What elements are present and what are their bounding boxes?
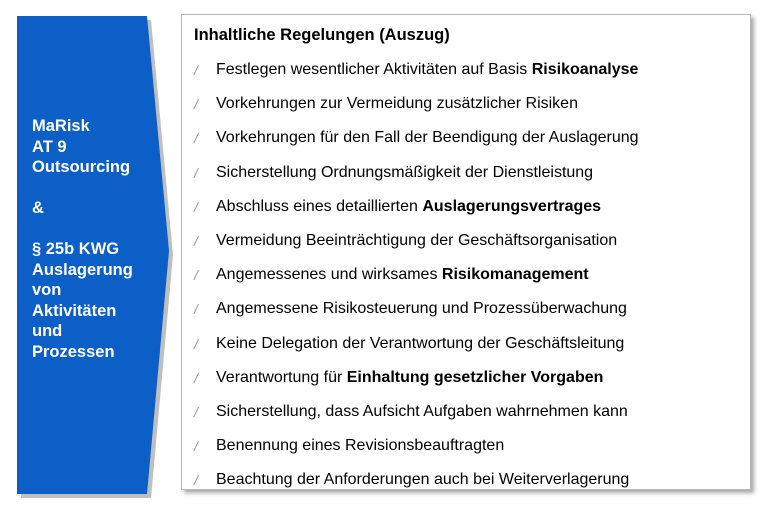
list-item [194, 467, 629, 493]
list-item-text-regular: Beachtung der Anforderungen auch bei Weiterverlagerung [216, 471, 630, 489]
left-label-line: AT 9 [32, 137, 67, 156]
list-item [194, 125, 639, 151]
box-title: Inhaltliche Regelungen (Auszug) [194, 26, 450, 44]
list-item-text [216, 232, 617, 250]
list-item-text [216, 266, 589, 284]
bullet-slash-icon: / [194, 404, 198, 420]
list-item-text-regular: Sicherstellung Ordnungsmäßigkeit der Dienstleistung [216, 163, 594, 181]
list-item-text-regular: Abschluss eines detaillierten [216, 197, 423, 215]
bullet-slash-icon: / [194, 130, 198, 147]
bullet-slash-icon: / [194, 198, 198, 215]
list-item-text [216, 95, 578, 113]
list-item [194, 228, 617, 254]
bullet-slash-icon: / [194, 96, 198, 113]
list-item-text-regular: Keine Delegation der Verantwortung der Geschäftsleitung [216, 334, 625, 352]
list-item-text [216, 369, 603, 387]
spacer [32, 178, 162, 199]
list-item-text [216, 335, 624, 353]
list-item-text [216, 471, 629, 489]
list-item [194, 57, 638, 83]
list-item [194, 91, 578, 117]
list-item-text-emphasis: Auslagerungsvertrages [422, 197, 602, 215]
list-item-text-emphasis: Einhaltung gesetzlicher Vorgaben [346, 368, 604, 386]
list-item-text [216, 164, 593, 182]
list-item [194, 160, 593, 186]
list-item-text-regular: Benennung eines Revisionsbeauftragten [216, 437, 505, 455]
left-label-line: Auslagerung [32, 260, 133, 279]
list-item-text [216, 437, 504, 455]
left-label-line: Prozessen [32, 342, 115, 361]
list-item [194, 296, 627, 322]
list-item-text-regular: Verantwortung für [216, 368, 347, 386]
left-label-line: Aktivitäten [32, 301, 117, 320]
left-label-line: und [32, 322, 63, 340]
left-label-line: Outsourcing [32, 158, 131, 176]
left-label-line: von [32, 281, 62, 299]
list-item-text-regular: Vermeidung Beeinträchtigung der Geschäftsorganisation [216, 232, 618, 249]
bullet-slash-icon: / [194, 472, 198, 489]
bullet-slash-icon: / [194, 301, 198, 318]
list-item-text-regular: Angemessenes und wirksames [216, 266, 442, 284]
bullet-slash-icon: / [194, 335, 198, 352]
list-item [194, 194, 601, 220]
list-item [194, 365, 603, 391]
left-label [32, 116, 162, 362]
left-label-line: § 25b KWG [32, 240, 120, 258]
list-item-text-regular: Sicherstellung, dass Aufsicht Aufgaben wahrnehmen kann [216, 403, 628, 420]
bullet-slash-icon: / [194, 369, 198, 386]
list-item-text [216, 61, 638, 79]
list-item [194, 399, 628, 425]
bullet-slash-icon: / [194, 62, 198, 78]
list-item [194, 331, 624, 357]
list-item-text [216, 403, 628, 421]
list-item-text [216, 198, 601, 216]
list-item-text [216, 300, 627, 318]
left-label-line: & [32, 199, 44, 217]
bullet-slash-icon: / [194, 438, 198, 455]
list-item-text [216, 129, 639, 147]
list-item-text-emphasis: Risikomanagement [441, 266, 589, 284]
list-item [194, 433, 504, 459]
bullet-slash-icon: / [194, 233, 198, 249]
bullet-slash-icon: / [194, 267, 198, 284]
list-item-text-emphasis: Risikoanalyse [531, 61, 639, 78]
spacer [32, 219, 162, 240]
list-item-text-regular: Festlegen wesentlicher Aktivitäten auf Basis [216, 61, 532, 78]
bullet-slash-icon: / [194, 164, 198, 181]
list-item-text-regular: Angemessene Risikosteuerung und Prozessüberwachung [216, 300, 627, 318]
list-item-text-regular: Vorkehrungen für den Fall der Beendigung der Auslagerung [216, 129, 639, 147]
list-item-text-regular: Vorkehrungen zur Vermeidung zusätzlicher Risiken [216, 95, 578, 113]
left-label-line: MaRisk [32, 117, 90, 135]
content-box [181, 14, 751, 490]
list-item [194, 262, 589, 288]
